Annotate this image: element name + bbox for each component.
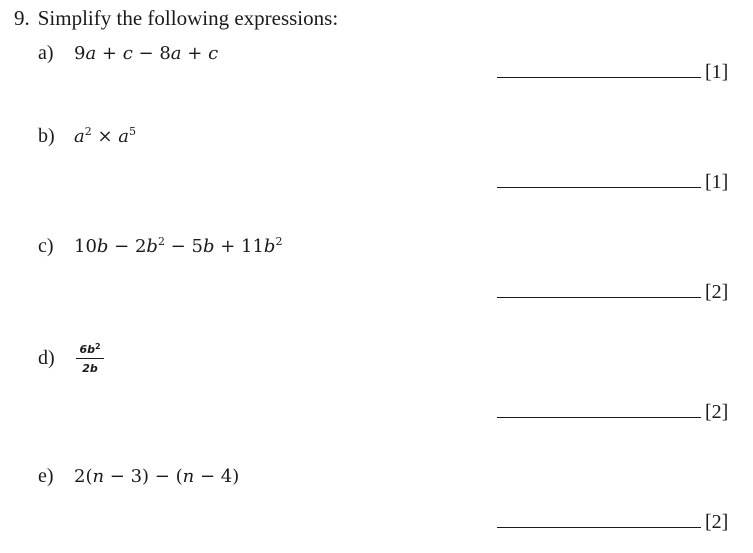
part-e-answer-line[interactable] — [497, 526, 701, 528]
part-c-marks: [2] — [705, 281, 729, 303]
part-d-answer-line[interactable] — [497, 416, 701, 418]
part-e-answer-area — [497, 512, 728, 532]
part-a-letter: a) — [38, 42, 54, 64]
fraction-denominator: 2b — [82, 362, 98, 375]
part-d-marks: [2] — [705, 401, 729, 423]
part-e-expression: 2(n − 3) − (n − 4) — [74, 466, 240, 487]
part-b-answer-area — [497, 172, 728, 192]
part-b-letter: b) — [38, 125, 55, 147]
part-c-answer-line[interactable] — [497, 296, 701, 298]
part-d-answer-area — [497, 402, 728, 422]
part-a-marks: [1] — [705, 61, 729, 83]
question-number: 9. — [14, 6, 30, 30]
question-instruction: Simplify the following expressions: — [37, 6, 339, 30]
part-c-answer-area — [497, 282, 728, 302]
part-e-marks: [2] — [705, 511, 729, 533]
part-b-answer-line[interactable] — [497, 186, 701, 188]
part-c — [38, 235, 282, 258]
part-b-expression: $a^2 \times a^5$ — [74, 125, 136, 147]
part-a-answer-line[interactable] — [497, 76, 701, 78]
question-title — [14, 6, 338, 31]
part-d-letter: d) — [38, 347, 55, 369]
part-b-marks: [1] — [705, 171, 729, 193]
part-c-letter: c) — [38, 235, 54, 257]
part-d — [38, 342, 104, 375]
part-c-expression: $10b - 2b^2 - 5b + 11b^2$ — [74, 235, 283, 257]
part-e-letter: e) — [38, 465, 54, 487]
part-a-expression: 9a + c − 8a + c — [74, 43, 219, 64]
fraction-numerator: $6b^2$ — [79, 342, 101, 356]
part-e — [38, 465, 239, 488]
part-d-fraction — [76, 342, 104, 375]
part-a-answer-area — [497, 62, 728, 82]
part-a — [38, 42, 218, 65]
part-b — [38, 125, 136, 148]
